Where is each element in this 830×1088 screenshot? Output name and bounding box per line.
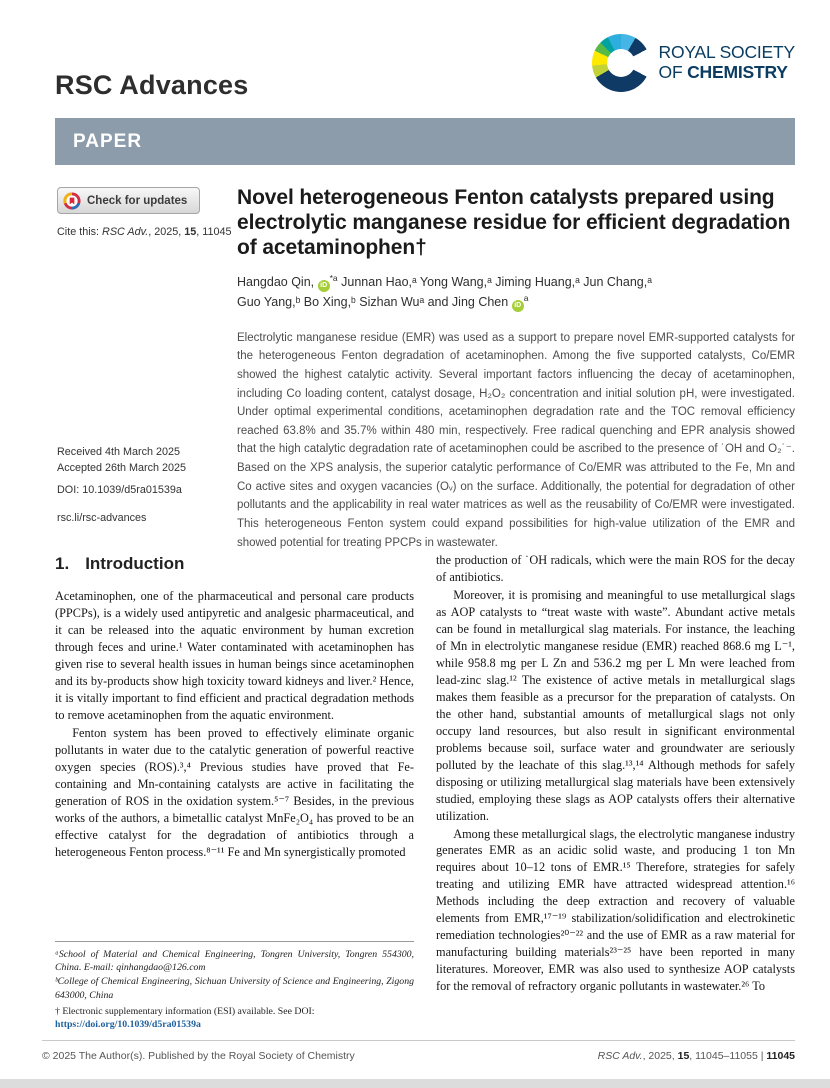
intro-paragraph: the production of ˙OH radicals, which were the main ROS for the decay of antibiotics.	[436, 553, 795, 584]
body-column-right	[436, 552, 795, 1032]
article-body	[55, 552, 795, 1032]
article-title-block	[237, 185, 795, 552]
doi-text: DOI: 10.1039/d5ra01539a	[57, 484, 182, 496]
affiliation-footnote-b: ᵇCollege of Chemical Engineering, Sichuan University of Science and Engineering, Zigong 643000, China	[55, 976, 414, 1001]
rsc-logo-text	[659, 43, 795, 82]
intro-paragraph: Among these metallurgical slags, the electrolytic manganese industry generates EMR as an acidic solid waste, and producing 1 ton Mn requires about 10–12 tons of EMR.¹⁵ Therefore, strategies for safely treating and utilizing EMR have attracted widespread attention.¹⁶ Methods including the deep extraction and recovery of valuable elements from EMR,¹⁷⁻¹⁹ stabilization/solidification and electrokinetic remediation technologies²⁰⁻²² and the use of EMR as a raw material for manufacturing building materials²³⁻²⁵ have been reported in many literatures. Moreover, EMR was also used to synthesize AOP catalysts for the removal of refractory organic pollutants in wastewater.²⁶ To	[436, 826, 795, 994]
cite-line: Cite this: RSC Adv., 2025, 15, 11045	[57, 226, 232, 238]
author-line-1: Hangdao Qin, $iD^{*a}$ Junnan Hao,ᵃ Yong Wang,ᵃ Jiming Huang,ᵃ Jun Chang,ᵃ	[237, 272, 795, 293]
intro-paragraph: Moreover, it is promising and meaningful to use metallurgical slags as AOP catalysts to “treat waste with waste”. Abundant active metals can be found in metallurgical slag materials. For instance, the leaching of Mn in electrolytic manganese residue (EMR) reached 868.6 mg L⁻¹, while 958.8 mg per L Zn and 536.2 mg per L Mn were leached from lead-zinc slag.¹² The existence of active metals in metallurgical slags makes them feasible as a precursor for the preparation of catalysts. On the other hand, substantial amounts of metallurgical slags not only occupy land resources, but also result in significant environmental problems because soil, surface water and groundwater are seriously polluted by the leachate of this slag.¹³,¹⁴ Although methods for safely disposing or utilizing metallurgical slag materials have been extensively studied, employing these slags as AOP catalysts offers their alternative utilization.	[436, 587, 795, 823]
article-header	[55, 185, 795, 550]
paper-type-banner	[55, 118, 795, 165]
scan-edge-strip	[0, 1079, 830, 1088]
article-title: Novel heterogeneous Fenton catalysts prepared using electrolytic manganese residue for efficient degradation of acetaminophen†	[237, 186, 791, 260]
received-date: Received 4th March 2025	[57, 446, 181, 458]
abstract-text: Electrolytic manganese residue (EMR) was used as a support to prepare novel EMR-supported catalysts for the heterogeneous Fenton degradation of acetaminophen. Among the five supported catalysts, Co/EMR showed the highest catalytic activity. Several important factors influencing the decay of acetaminophen, including Co loading content, catalyst dosage, H₂O₂ concentration and initial solution pH, were investigated. Under optimal experimental conditions, acetaminophen degradation rate and the TOC removal efficiency reached 63.8% and 35.7% within 480 min, respectively. Free radical quenching and EPR analysis showed that the high catalytic degradation rate of acetaminophen could be ascribed to the presence of ˙OH and O₂˙⁻. Based on the XPS analysis, the superior catalytic performance of Co/EMR was attributed to the Fe, Mn and Co active sites and oxygen vacancies (Oᵥ) on the surface. Additionally, the potential for degradation of other pollutants and the applicability in real water matrices as well as the reusability of Co/EMR were investigated. This heterogeneous Fenton system could expand possibilities for high-value utilization of the EMR and showed potential for treating PPCPs in wastewater.	[237, 331, 795, 549]
check-for-updates-label: Check for updates	[87, 194, 188, 207]
author-list	[237, 272, 795, 313]
orcid-icon[interactable]: iD	[318, 280, 330, 292]
footer-citation: RSC Adv., 2025, 15, 11045–11055 | 11045	[597, 1050, 795, 1062]
rsc-logo-line2: OF CHEMISTRY	[658, 62, 788, 82]
intro-paragraph: Acetaminophen, one of the pharmaceutical and personal care products (PPCPs), is a widely used antipyretic and analgesic pharmaceutical, and it can be released into the aquatic environment by human excretion through feces and urine.¹ Water contaminated with acetaminophen has given rise to several health issues in human beings since acetaminophen and its by-products show high toxicity toward kidneys and liver.² Hence, it is vitally important to find efficient and practical degradation methods to remove acetaminophen from the aquatic environment.	[55, 589, 414, 723]
section-heading-introduction: 1. Introduction	[55, 554, 185, 573]
journal-name: RSC Advances	[55, 70, 249, 100]
body-column-left	[55, 552, 414, 1032]
article-dates	[57, 445, 186, 476]
orcid-icon[interactable]: iD	[512, 300, 524, 312]
esi-doi-link[interactable]: https://doi.org/10.1039/d5ra01539a	[55, 1019, 201, 1031]
author-line-2: Guo Yang,ᵇ Bo Xing,ᵇ Sizhan Wuᵃ and Jing Chen $iD^a$	[237, 292, 795, 313]
footnotes-block	[55, 941, 414, 1032]
copyright-text: © 2025 The Author(s). Published by the Royal Society of Chemistry	[42, 1050, 355, 1062]
journal-url-link[interactable]: rsc.li/rsc-advances	[57, 512, 147, 524]
page-footer	[42, 1040, 795, 1062]
affiliation-footnote-a: ᵃSchool of Material and Chemical Engineering, Tongren University, Tongren 554300, China. E-mail: qinhangdao@126.com	[55, 948, 414, 974]
check-for-updates-button[interactable]	[57, 187, 200, 214]
paper-type-label: PAPER	[73, 130, 143, 152]
intro-paragraph: Fenton system has been proved to effectively eliminate organic pollutants in water due to the catalytic generation of powerful reactive oxygen species (ROS).³,⁴ Previous studies have proved that Fe-containing and Mn-containing catalysts are active in facilitating the generation of ROS in the oxidation system.⁵⁻⁷ Besides, in the previous works of the authors, a bimetallic catalyst MnFe₂O₄ has proved to be an effective catalyst for the degradation of antibiotics through a heterogeneous Fenton process.⁸⁻¹¹ Fe and Mn synergistically promoted	[55, 726, 414, 859]
crossmark-icon	[63, 192, 81, 210]
rsc-logo-icon	[592, 34, 650, 92]
rsc-logo	[592, 34, 795, 92]
rsc-logo-line1: ROYAL SOCIETY	[658, 42, 795, 63]
esi-footnote: † Electronic supplementary information (ESI) available. See DOI: https://doi.org/10.1039/d5ra01539a	[55, 1005, 315, 1031]
accepted-date: Accepted 26th March 2025	[57, 461, 187, 474]
